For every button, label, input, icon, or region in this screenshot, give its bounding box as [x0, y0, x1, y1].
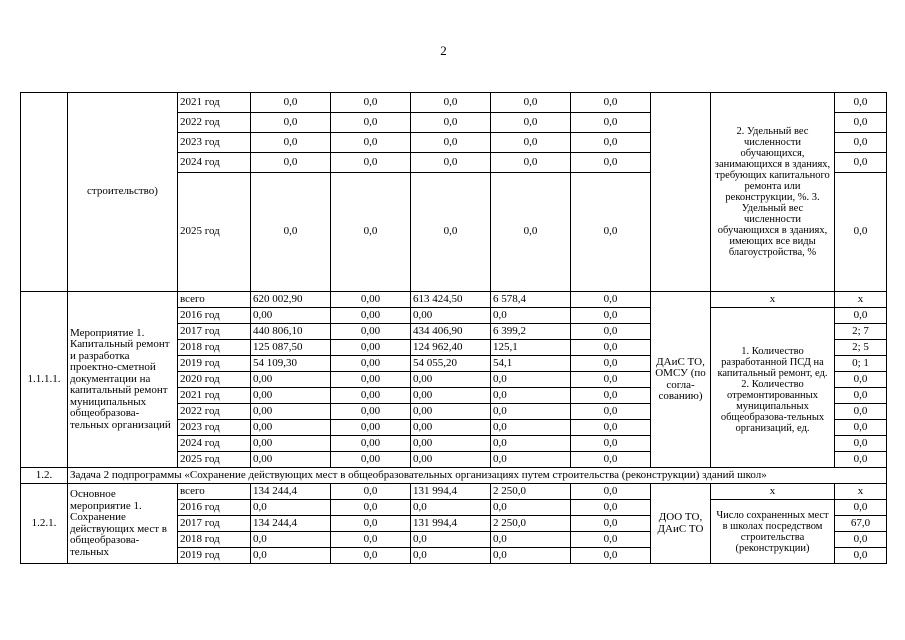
value-cell: 0,00	[251, 452, 331, 468]
value-cell: 54 109,30	[251, 356, 331, 372]
value-cell: 0,0	[331, 500, 411, 516]
value-cell: 0,0	[491, 113, 571, 133]
value-cell: 0,0	[571, 292, 651, 308]
value-cell: 0,0	[491, 308, 571, 324]
value-cell: 0,0	[491, 452, 571, 468]
value-cell: 0,0	[571, 324, 651, 340]
value-cell: 0,00	[331, 436, 411, 452]
value-cell: 0,0	[331, 532, 411, 548]
year-cell: 2017 год	[178, 516, 251, 532]
indicator-total: x	[711, 292, 835, 308]
value-cell: 0,0	[491, 133, 571, 153]
value-cell: 0,0	[411, 133, 491, 153]
value-cell: 0,0	[571, 173, 651, 292]
value-cell: 0,00	[251, 436, 331, 452]
value-cell: 0,0	[331, 113, 411, 133]
value-cell: 0,0	[251, 173, 331, 292]
value-cell: 0,0	[571, 452, 651, 468]
executor-cell	[651, 93, 711, 292]
value-cell: 0,00	[411, 436, 491, 452]
value-cell: 131 994,4	[411, 516, 491, 532]
table-row	[21, 292, 887, 308]
value-cell: 0,00	[251, 404, 331, 420]
year-cell: всего	[178, 484, 251, 500]
task-row	[21, 468, 887, 484]
indicator-value: 0,0	[835, 173, 887, 292]
row-number-cell	[21, 93, 68, 292]
value-cell: 0,00	[331, 372, 411, 388]
value-cell: 0,00	[331, 340, 411, 356]
value-cell: 0,0	[491, 436, 571, 452]
value-cell: 434 406,90	[411, 324, 491, 340]
row-number-cell: 1.2.	[21, 468, 68, 484]
value-cell: 0,0	[571, 113, 651, 133]
value-cell: 0,0	[571, 153, 651, 173]
value-cell: 125 087,50	[251, 340, 331, 356]
value-cell: 440 806,10	[251, 324, 331, 340]
value-cell: 0,0	[571, 308, 651, 324]
indicator-value: 0,0	[835, 532, 887, 548]
indicator-description: Число сохраненных мест в школах посредством строительства (реконструкции)	[711, 500, 835, 564]
value-cell: 125,1	[491, 340, 571, 356]
executor-cell: ДАиС ТО, ОМСУ (по согла-сованию)	[651, 292, 711, 468]
value-cell: 0,0	[571, 93, 651, 113]
value-cell: 0,0	[251, 500, 331, 516]
year-cell: 2023 год	[178, 420, 251, 436]
indicator-value: 0,0	[835, 548, 887, 564]
value-cell: 0,00	[331, 292, 411, 308]
value-cell: 0,0	[411, 173, 491, 292]
value-cell: 0,0	[331, 133, 411, 153]
indicator-value: 2; 7	[835, 324, 887, 340]
value-cell: 0,0	[331, 93, 411, 113]
program-table	[20, 92, 887, 564]
value-cell: 0,0	[331, 516, 411, 532]
value-cell: 0,0	[571, 516, 651, 532]
indicator-value: 0,0	[835, 420, 887, 436]
value-cell: 0,0	[571, 500, 651, 516]
measure-name-cell: Основное мероприятие 1. Сохранение действующих мест в общеобразова-тельных	[68, 484, 178, 564]
value-cell: 54 055,20	[411, 356, 491, 372]
year-cell: 2025 год	[178, 452, 251, 468]
value-cell: 0,0	[571, 420, 651, 436]
indicator-value: 0,0	[835, 113, 887, 133]
value-cell: 0,0	[331, 548, 411, 564]
value-cell: 2 250,0	[491, 516, 571, 532]
value-cell: 0,0	[571, 356, 651, 372]
year-cell: 2021 год	[178, 93, 251, 113]
year-cell: 2023 год	[178, 133, 251, 153]
value-cell: 0,0	[251, 532, 331, 548]
year-cell: 2024 год	[178, 153, 251, 173]
indicator-value: 0,0	[835, 452, 887, 468]
value-cell: 0,00	[411, 420, 491, 436]
value-cell: 0,00	[331, 324, 411, 340]
value-cell: 134 244,4	[251, 516, 331, 532]
value-cell: 0,0	[331, 153, 411, 173]
value-cell: 0,0	[491, 372, 571, 388]
value-cell: 613 424,50	[411, 292, 491, 308]
value-cell: 0,0	[491, 93, 571, 113]
value-cell: 0,00	[251, 372, 331, 388]
year-cell: 2021 год	[178, 388, 251, 404]
value-cell: 0,0	[411, 153, 491, 173]
indicator-value: 0,0	[835, 404, 887, 420]
indicator-value: 0,0	[835, 133, 887, 153]
value-cell: 0,0	[491, 420, 571, 436]
indicator-value: 2; 5	[835, 340, 887, 356]
year-cell: 2022 год	[178, 113, 251, 133]
value-cell: 0,00	[331, 404, 411, 420]
value-cell: 0,0	[491, 500, 571, 516]
value-cell: 0,00	[331, 452, 411, 468]
value-cell: 0,00	[331, 356, 411, 372]
indicator-value: 0,0	[835, 308, 887, 324]
indicator-description: 1. Количество разработанной ПСД на капитальный ремонт, ед. 2. Количество отремонтированных муниципальных общеобразова-тельных организаций, ед.	[711, 308, 835, 468]
value-cell: 0,0	[571, 436, 651, 452]
value-cell: 0,0	[411, 500, 491, 516]
value-cell: 0,0	[411, 113, 491, 133]
value-cell: 0,00	[411, 372, 491, 388]
value-cell: 0,0	[571, 340, 651, 356]
value-cell: 0,0	[491, 153, 571, 173]
value-cell: 131 994,4	[411, 484, 491, 500]
value-cell: 0,0	[571, 388, 651, 404]
indicator-description: 2. Удельный вес численности обучающихся, занимающихся в зданиях, требующих капитального ремонта или реконструкции, %. 3. Удельный вес численности обучающихся в зданиях, имеющих все виды благоустройства, %	[711, 93, 835, 292]
table-row	[21, 484, 887, 500]
value-cell: 0,0	[411, 548, 491, 564]
indicator-value: 0,0	[835, 388, 887, 404]
value-cell: 0,0	[251, 133, 331, 153]
value-cell: 0,0	[491, 532, 571, 548]
year-cell: 2018 год	[178, 532, 251, 548]
value-cell: 0,00	[411, 388, 491, 404]
table-row	[21, 93, 887, 113]
indicator-total: x	[711, 484, 835, 500]
value-cell: 0,0	[331, 484, 411, 500]
value-cell: 0,00	[411, 404, 491, 420]
value-cell: 0,0	[491, 388, 571, 404]
value-cell: 6 578,4	[491, 292, 571, 308]
measure-name-cell: строительство)	[68, 93, 178, 292]
value-cell: 0,00	[411, 308, 491, 324]
year-cell: 2019 год	[178, 548, 251, 564]
year-cell: всего	[178, 292, 251, 308]
value-cell: 2 250,0	[491, 484, 571, 500]
value-cell: 0,00	[331, 308, 411, 324]
value-cell: 0,0	[331, 173, 411, 292]
indicator-value: 67,0	[835, 516, 887, 532]
value-cell: 134 244,4	[251, 484, 331, 500]
indicator-value: 0,0	[835, 372, 887, 388]
indicator-value: 0,0	[835, 436, 887, 452]
task-title: Задача 2 подпрограммы «Сохранение действующих мест в общеобразовательных организациях путем строительства (реконструкции) зданий школ»	[68, 468, 887, 484]
value-cell: 0,00	[331, 388, 411, 404]
value-cell: 0,0	[571, 404, 651, 420]
year-cell: 2020 год	[178, 372, 251, 388]
value-cell: 0,0	[251, 93, 331, 113]
indicator-value: 0,0	[835, 93, 887, 113]
value-cell: 0,0	[571, 484, 651, 500]
indicator-value: 0,0	[835, 153, 887, 173]
value-cell: 0,0	[251, 113, 331, 133]
value-cell: 0,0	[571, 372, 651, 388]
year-cell: 2017 год	[178, 324, 251, 340]
value-cell: 0,00	[331, 420, 411, 436]
indicator-value: 0,0	[835, 500, 887, 516]
year-cell: 2022 год	[178, 404, 251, 420]
indicator-value: 0; 1	[835, 356, 887, 372]
value-cell: 0,0	[491, 548, 571, 564]
value-cell: 620 002,90	[251, 292, 331, 308]
value-cell: 124 962,40	[411, 340, 491, 356]
value-cell: 0,00	[251, 388, 331, 404]
value-cell: 0,0	[491, 404, 571, 420]
value-cell: 0,0	[251, 153, 331, 173]
year-cell: 2016 год	[178, 308, 251, 324]
executor-cell: ДОО ТО, ДАиС ТО	[651, 484, 711, 564]
value-cell: 0,0	[251, 548, 331, 564]
value-cell: 0,00	[411, 452, 491, 468]
value-cell: 0,00	[251, 420, 331, 436]
value-cell: 0,0	[571, 532, 651, 548]
year-cell: 2024 год	[178, 436, 251, 452]
year-cell: 2025 год	[178, 173, 251, 292]
value-cell: 54,1	[491, 356, 571, 372]
value-cell: 0,0	[491, 173, 571, 292]
year-cell: 2018 год	[178, 340, 251, 356]
measure-name-cell: Мероприятие 1. Капитальный ремонт и разработка проектно-сметной документации на капитальный ремонт муниципальных общеобразова-тельных организаций	[68, 292, 178, 468]
value-cell: 0,0	[411, 93, 491, 113]
indicator-value: x	[835, 292, 887, 308]
value-cell: 0,0	[411, 532, 491, 548]
indicator-value: x	[835, 484, 887, 500]
value-cell: 0,0	[571, 548, 651, 564]
row-number-cell: 1.2.1.	[21, 484, 68, 564]
value-cell: 6 399,2	[491, 324, 571, 340]
value-cell: 0,00	[251, 308, 331, 324]
row-number-cell: 1.1.1.1.	[21, 292, 68, 468]
value-cell: 0,0	[571, 133, 651, 153]
year-cell: 2016 год	[178, 500, 251, 516]
year-cell: 2019 год	[178, 356, 251, 372]
page-number: 2	[440, 43, 447, 58]
